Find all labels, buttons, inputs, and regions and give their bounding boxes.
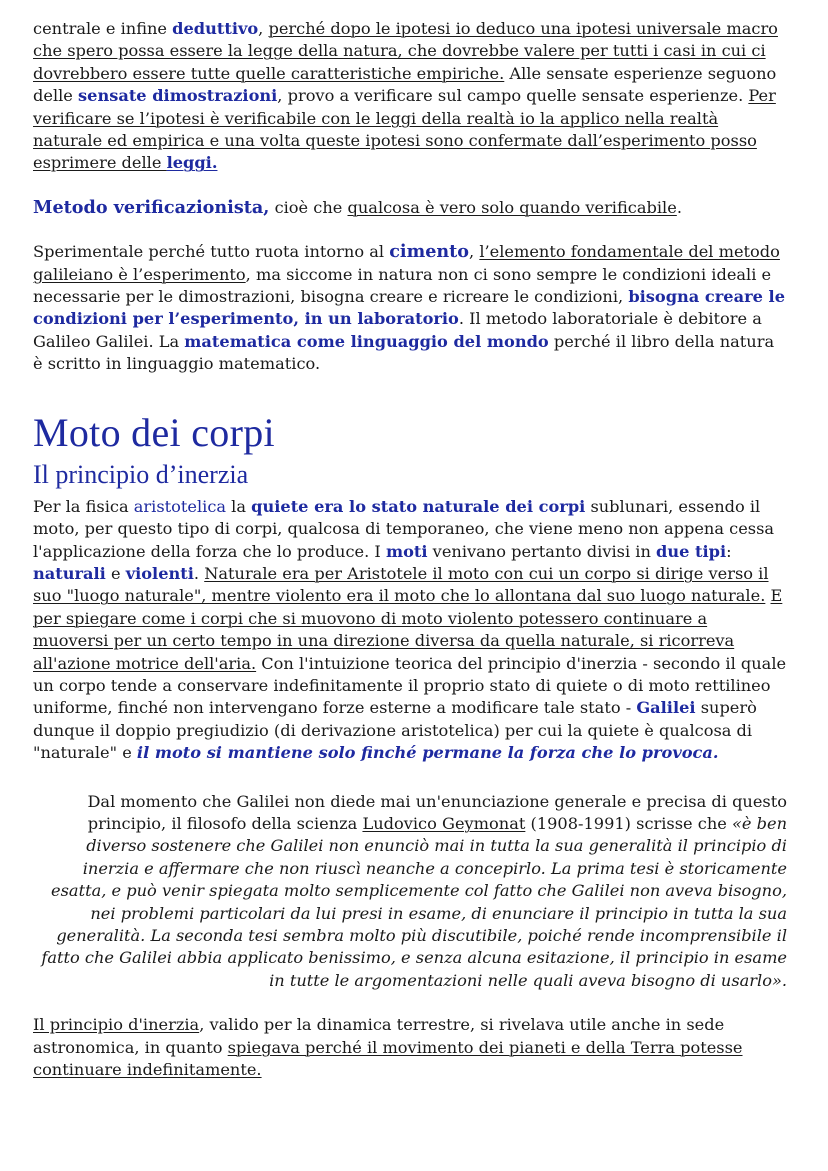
keyword-laboratorio: bisogna creare le condizioni per l’esperimento, in un laboratorio: [33, 287, 785, 329]
text: , ma siccome in natura non ci sono sempre le condizioni ideali e necessarie per le dimostrazioni, bisogna creare e ricreare le condizioni,: [33, 264, 772, 307]
underlined-text: qualcosa è vero solo quando verificabile: [347, 197, 677, 217]
keyword-aristotelica: aristotelica: [133, 496, 227, 516]
heading-principio-inerzia: Il principio d’inerzia: [33, 459, 249, 489]
paragraph-sperimentale: [33, 241, 787, 375]
keyword-due-tipi: due tipi: [656, 541, 727, 561]
text: . Il metodo laboratoriale è debitore a Galileo Galilei. La: [33, 309, 762, 351]
paragraph-inerzia: [33, 496, 787, 765]
keyword-cimento: cimento: [389, 241, 470, 263]
text: centrale e infine: [33, 19, 173, 38]
text: sublunari, essendo il moto, per questo tipo di corpi, qualcosa di temporaneo, che viene meno non appena cessa l'applicazione della forza che lo produce. I: [33, 496, 775, 561]
paragraph-deduttivo: [33, 18, 787, 175]
underlined-text: Il principio d'inerzia: [33, 1015, 200, 1035]
paragraph-metodo-verificazionista: [33, 197, 787, 219]
keyword-sensate-dimostrazioni: sensate dimostrazioni: [78, 86, 278, 106]
underlined-text: E per spiegare come i corpi che si muovono di moto violento potessero continuare a muoversi per un certo tempo in una direzione diversa da quella naturale, si ricorreva all'azione motrice dell'aria.: [33, 586, 783, 673]
text: (1908-1991) scrisse che: [525, 813, 732, 833]
underlined-text: Naturale era per Aristotele il moto con cui un corpo si dirige verso il suo "luogo naturale", mentre violento era il moto che lo allontana dal suo luogo naturale.: [33, 563, 769, 606]
text: , provo a verificare sul campo quelle sensate esperienze.: [277, 86, 749, 106]
keyword-moti: moti: [385, 541, 428, 561]
text: superò dunque il doppio pregiudizio (di derivazione aristotelica) per cui la quiete è qualcosa di "naturale" e: [33, 698, 757, 763]
underlined-text: Per verificare se l’ipotesi è verificabile con le leggi della realtà io la applico nella realtà naturale ed empirica e una volta queste ipotesi sono confermate dall’esperimento posso esprimere delle: [33, 86, 776, 173]
quote-text: «è ben diverso sostenere che Galilei non enunciò mai in tutta la sua generalità il principio di inerzia e affermare che non riuscì neanche a concepirlo. La prima tesi è storicamente esatta, e può venir spiegata molto semplicemente col fatto che Galilei non aveva bisogno, nei problemi particolari da lui presi in esame, di enunciare il principio in tutta la sua generalità. La seconda tesi sembra molto più discutibile, poiché rende incomprensibile il fatto che Galilei abbia applicato benissimo, e senza alcuna esitazione, il principio in esame in tutte le argomentazioni nelle quali aveva bisogno di usarlo».: [41, 813, 787, 990]
text: ,: [258, 19, 269, 38]
text: .: [676, 197, 682, 217]
underlined-text: l’elemento fondamentale del metodo galileiano è l’esperimento: [33, 242, 780, 284]
keyword-violenti: violenti: [125, 563, 194, 583]
quote-geymonat: [33, 791, 787, 993]
underlined-text: perché dopo le ipotesi io deduco una ipotesi universale macro che spero possa essere la legge della natura, che dovrebbe valere per tutti i casi in cui ci dovrebbero essere tutte quelle caratteristiche empiriche.: [33, 19, 778, 83]
text: .: [193, 563, 205, 583]
text: venivano pertanto divisi in: [427, 541, 657, 561]
text: Alle sensate esperienze seguono delle: [33, 63, 777, 106]
paragraph-conclusione: [33, 1014, 787, 1081]
keyword-naturali: naturali: [33, 563, 106, 583]
text: cioè che: [269, 197, 348, 217]
keyword-galilei: Galilei: [636, 698, 696, 718]
text: ,: [469, 242, 480, 262]
text: Con l'intuizione teorica del principio d'inerzia - secondo il quale un corpo tende a conservare indefinitamente il proprio stato di quiete o di moto rettilineo uniforme, finché non intervengano forze esterne a modificare tale stato -: [33, 653, 787, 718]
document-page: [33, 18, 787, 1081]
keyword-quiete: quiete era lo stato naturale dei corpi: [251, 496, 586, 516]
keyword-moto-si-mantiene: il moto si mantiene solo finché permane la forza che lo provoca.: [136, 743, 719, 763]
keyword-leggi: leggi.: [166, 153, 218, 173]
link-ludovico-geymonat: Ludovico Geymonat: [362, 813, 526, 833]
keyword-matematica: matematica come linguaggio del mondo: [184, 331, 549, 351]
heading-moto-dei-corpi: Moto dei corpi: [33, 409, 275, 455]
text: e: [105, 563, 126, 583]
text: :: [726, 541, 732, 561]
text: Dal momento che Galilei non diede mai un'enunciazione generale e precisa di questo principio, il filosofo della scienza: [87, 791, 787, 833]
text: , valido per la dinamica terrestre, si rivelava utile anche in sede astronomica, in quanto: [33, 1015, 725, 1057]
underlined-text: spiegava perché il movimento dei pianeti e della Terra potesse continuare indefinitamente.: [33, 1037, 743, 1080]
text: Sperimentale perché tutto ruota intorno al: [33, 242, 390, 262]
text: perché il libro della natura è scritto in linguaggio matematico.: [33, 331, 775, 374]
keyword-deduttivo: deduttivo: [172, 19, 259, 38]
keyword-metodo-verificazionista: Metodo verificazionista,: [33, 196, 270, 218]
text: la: [226, 496, 252, 516]
text: Per la fisica: [33, 496, 134, 516]
